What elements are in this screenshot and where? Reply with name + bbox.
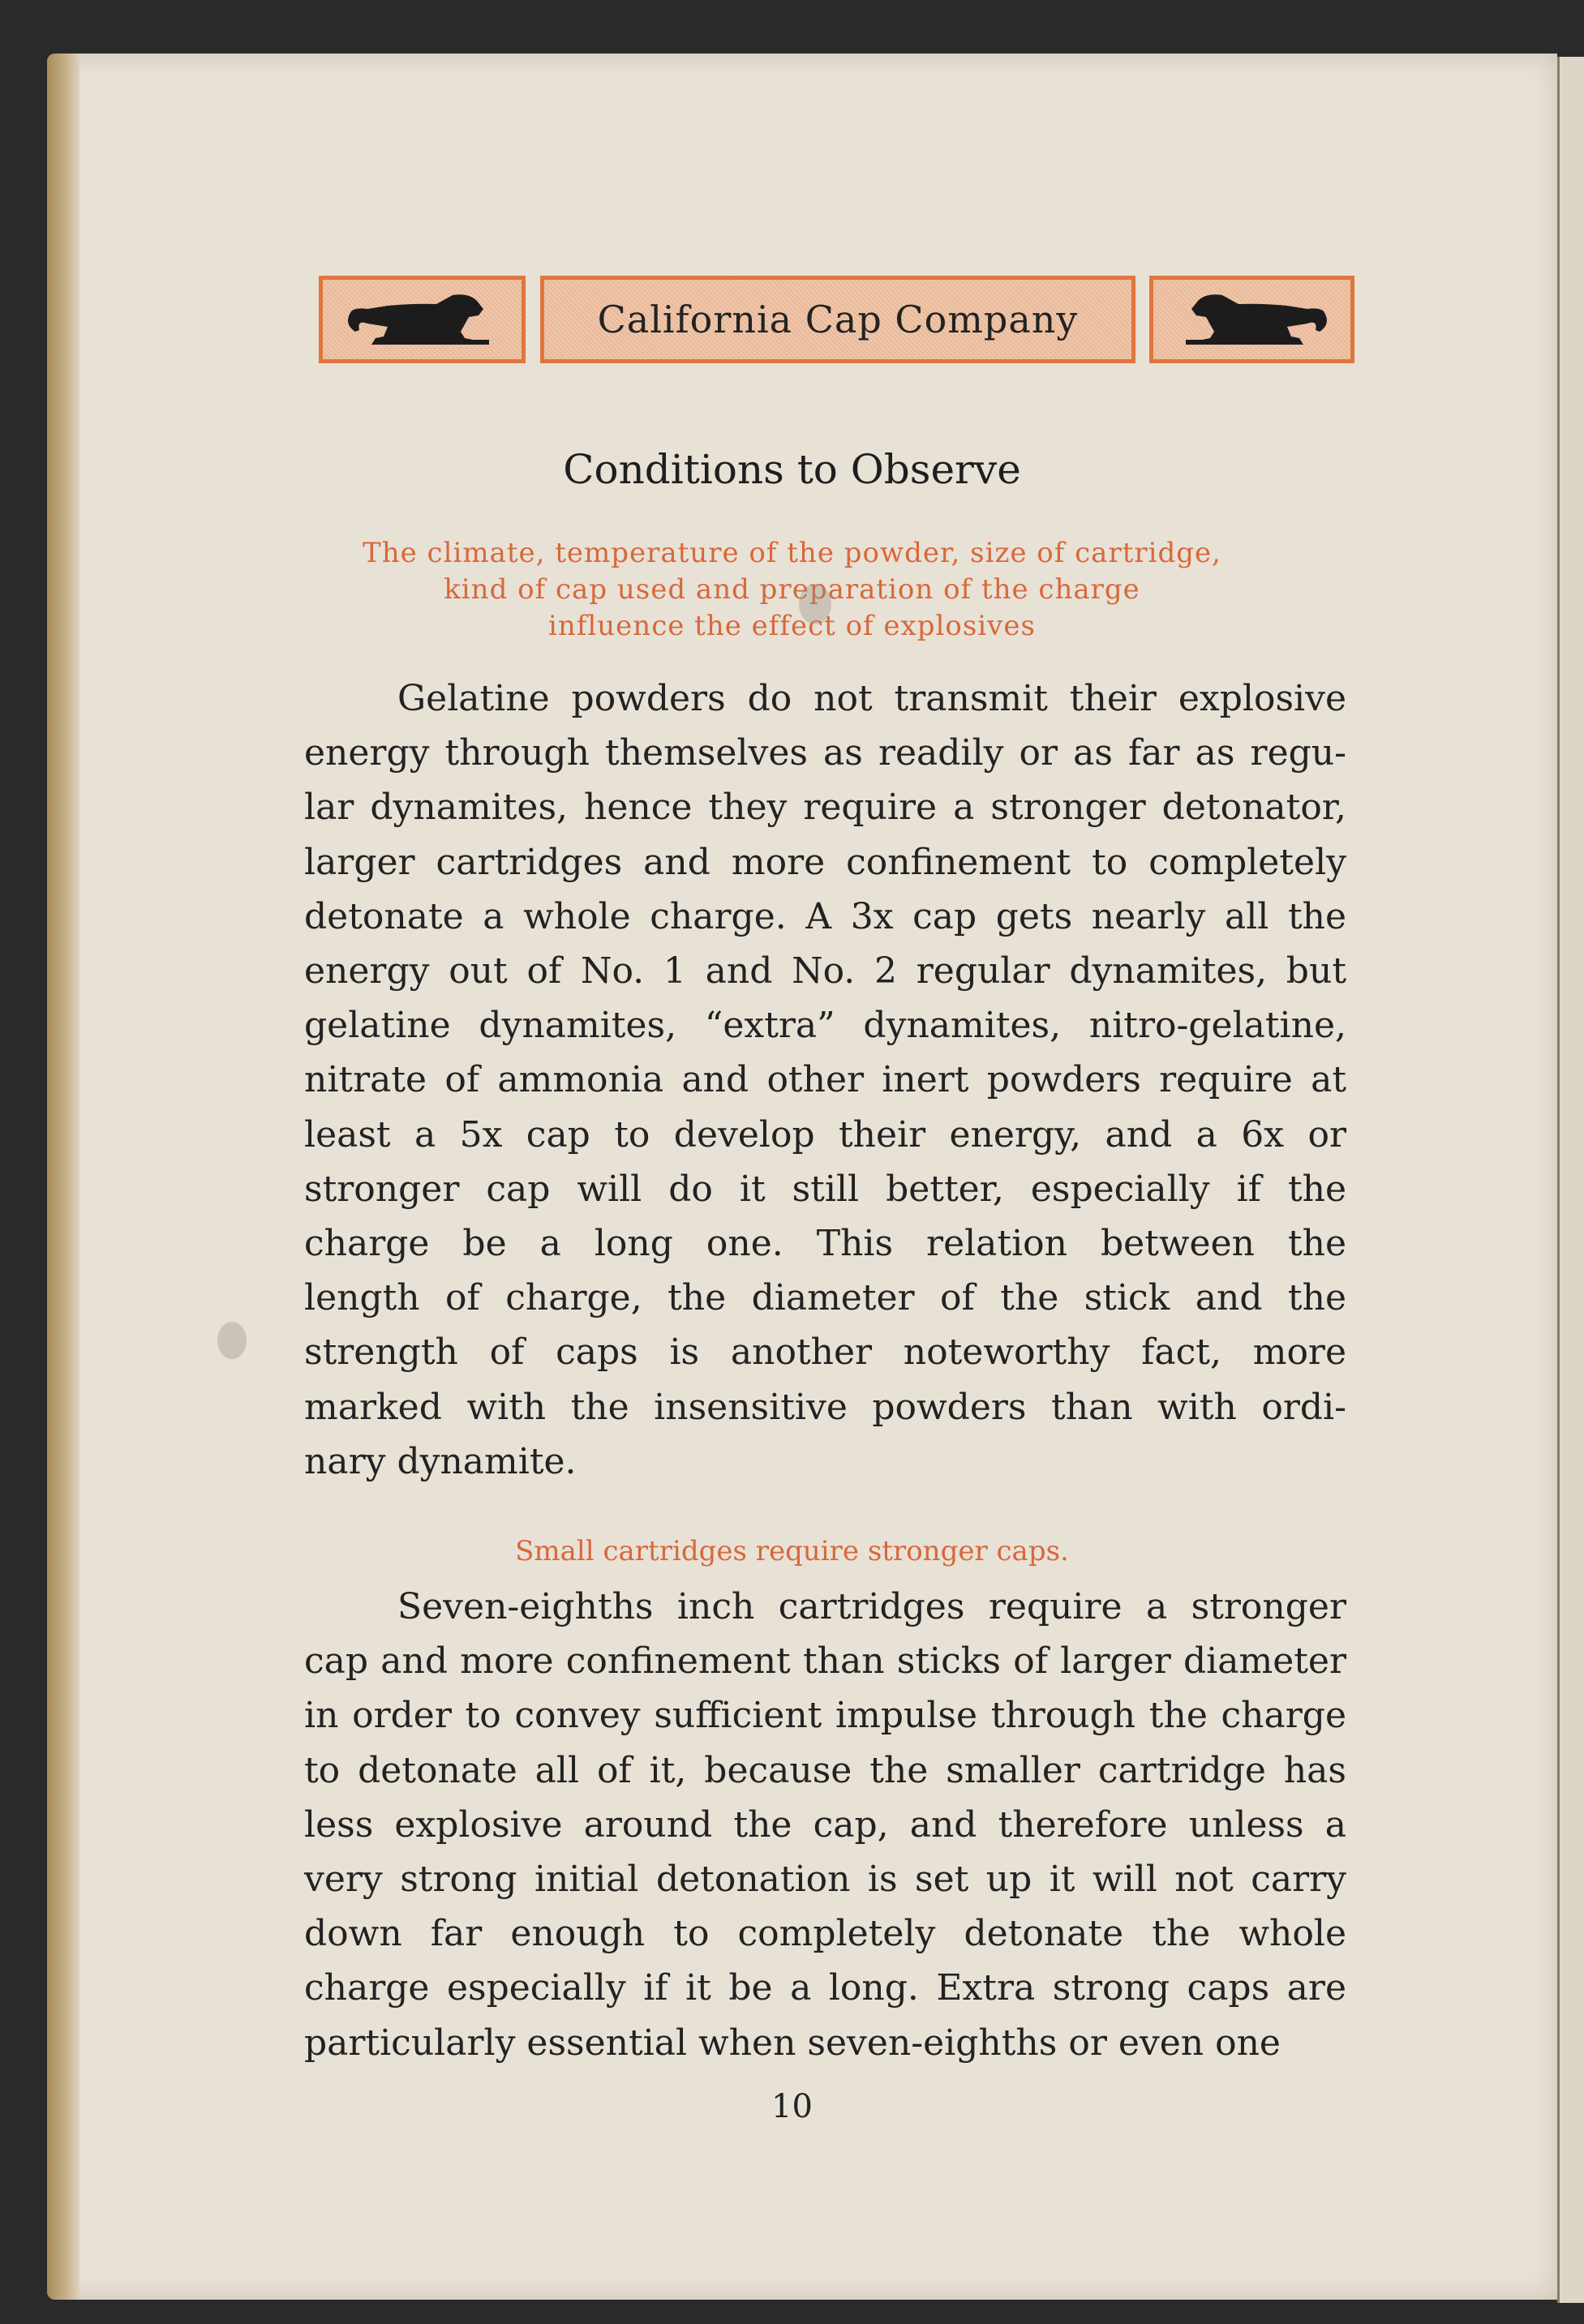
header-lion-right bbox=[1149, 276, 1354, 363]
body-text-line: to detonate all of it, because the smaller cartridge has bbox=[304, 1749, 1346, 1791]
body-text-line: larger cartridges and more confinement to completely bbox=[304, 841, 1346, 883]
header-banner bbox=[540, 276, 1135, 363]
body-text-line: Gelatine powders do not transmit their explosive bbox=[397, 678, 1346, 719]
paper-stain bbox=[799, 584, 831, 624]
body-text-line: Seven-eighths inch cartridges require a stronger bbox=[397, 1586, 1346, 1627]
body-text-line: less explosive around the cap, and therefore unless a bbox=[304, 1803, 1346, 1846]
lion-icon bbox=[339, 291, 505, 348]
company-name: California Cap Company bbox=[597, 298, 1079, 341]
body-text-line: in order to convey sufficient impulse through the charge bbox=[304, 1695, 1346, 1737]
page-title: Conditions to Observe bbox=[563, 446, 1021, 493]
body-text-line: detonate a whole charge. A 3x cap gets nearly all the bbox=[304, 895, 1346, 937]
body-text-line: length of charge, the diameter of the stick and the bbox=[304, 1277, 1346, 1319]
subtitle-line: The climate, temperature of the powder, size of cartridge, bbox=[363, 537, 1221, 569]
body-text-line: marked with the insensitive powders than with ordi- bbox=[304, 1386, 1346, 1428]
body-text-line: very strong initial detonation is set up it will not carry bbox=[304, 1859, 1346, 1900]
lion-icon bbox=[1170, 291, 1336, 348]
body-text-line: charge be a long one. This relation between the bbox=[304, 1223, 1346, 1264]
body-text-line: cap and more confinement than sticks of larger diameter bbox=[304, 1640, 1346, 1683]
body-text-line: particularly essential when seven-eighths or even one bbox=[304, 2022, 1281, 2064]
body-text-line: energy through themselves as readily or as far as regu- bbox=[304, 732, 1346, 774]
body-text-line: charge especially if it be a long. Extra strong caps are bbox=[304, 1967, 1346, 2009]
facing-page-edge bbox=[1557, 57, 1584, 2303]
paper-stain bbox=[217, 1322, 247, 1359]
header-lion-left bbox=[319, 276, 526, 363]
body-text-line: stronger cap will do it still better, especially if the bbox=[304, 1168, 1346, 1210]
body-text-line: least a 5x cap to develop their energy, and a 6x or bbox=[304, 1113, 1346, 1156]
body-text-line: lar dynamites, hence they require a stronger detonator, bbox=[304, 787, 1346, 829]
subtitle-line: influence the effect of explosives bbox=[548, 610, 1036, 642]
page-binding-edge bbox=[47, 54, 79, 2300]
body-text-line: gelatine dynamites, “extra” dynamites, nitro-gelatine, bbox=[304, 1005, 1346, 1047]
body-text-line: down far enough to completely detonate the whole bbox=[304, 1913, 1346, 1955]
body-text-line: strength of caps is another noteworthy fact, more bbox=[304, 1331, 1346, 1374]
subtitle-line: kind of cap used and preparation of the charge bbox=[444, 573, 1140, 606]
page-number: 10 bbox=[771, 2088, 813, 2125]
body-text-line: nary dynamite. bbox=[304, 1440, 577, 1482]
subheading: Small cartridges require stronger caps. bbox=[515, 1535, 1069, 1567]
body-text-line: nitrate of ammonia and other inert powders require at bbox=[304, 1059, 1346, 1101]
body-text-line: energy out of No. 1 and No. 2 regular dynamites, but bbox=[304, 950, 1346, 992]
